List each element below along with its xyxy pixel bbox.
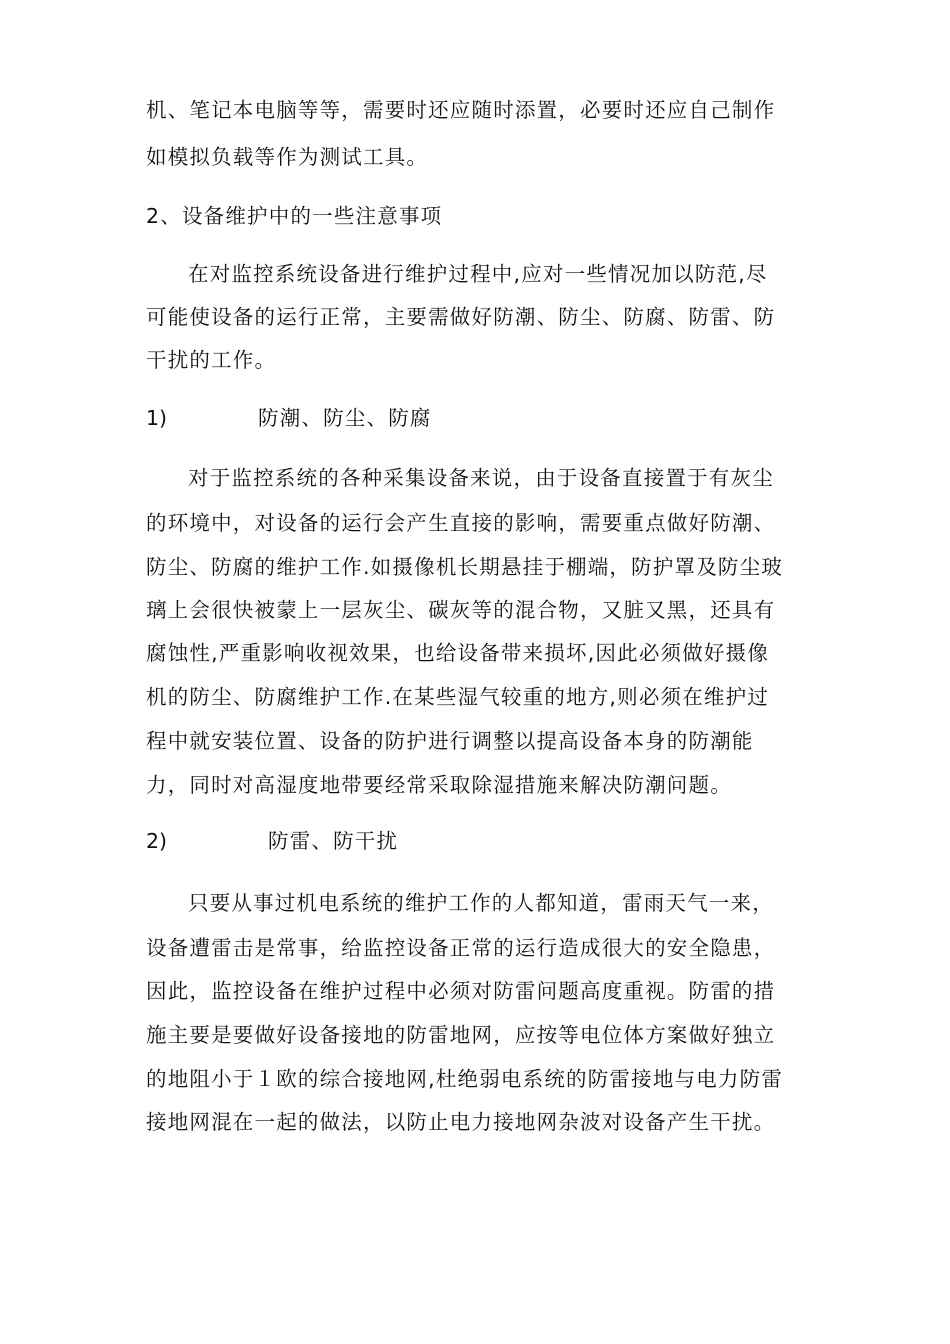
subsection-number: 1): [146, 406, 168, 430]
paragraph-line: 机的防尘、防腐维护工作.在某些湿气较重的地方,则必须在维护过: [146, 685, 770, 709]
subsection-number: 2): [146, 829, 168, 853]
paragraph-line: 防尘、防腐的维护工作.如摄像机长期悬挂于棚端，防护罩及防尘玻: [146, 555, 784, 579]
section-heading: 2、设备维护中的一些注意事项: [146, 204, 443, 228]
paragraph-line: 施主要是要做好设备接地的防雷地网，应按等电位体方案做好独立: [146, 1023, 776, 1047]
paragraph-line: 干扰的工作。: [146, 348, 277, 372]
paragraph-line: 在对监控系统设备进行维护过程中,应对一些情况加以防范,尽: [188, 262, 768, 286]
paragraph-line: 因此，监控设备在维护过程中必须对防雷问题高度重视。防雷的措: [146, 979, 776, 1003]
paragraph-line: 的环境中，对设备的运行会产生直接的影响，需要重点做好防潮、: [146, 511, 776, 535]
paragraph-line: 只要从事过机电系统的维护工作的人都知道，雷雨天气一来，: [188, 891, 774, 915]
paragraph-line: 机、笔记本电脑等等，需要时还应随时添置，必要时还应自己制作: [146, 98, 776, 122]
subsection-title: 防潮、防尘、防腐: [258, 406, 432, 430]
paragraph-line: 如模拟负载等作为测试工具。: [146, 145, 429, 169]
paragraph-line: 可能使设备的运行正常，主要需做好防潮、防尘、防腐、防雷、防: [146, 305, 776, 329]
paragraph-line: 璃上会很快被蒙上一层灰尘、碳灰等的混合物，又脏又黑，还具有: [146, 598, 776, 622]
paragraph-line: 的地阻小于１欧的综合接地网,杜绝弱电系统的防雷接地与电力防雷: [146, 1067, 784, 1091]
paragraph-line: 设备遭雷击是常事，给监控设备正常的运行造成很大的安全隐患，: [146, 936, 776, 960]
paragraph-line: 对于监控系统的各种采集设备来说，由于设备直接置于有灰尘: [188, 466, 774, 490]
paragraph-line: 程中就安装位置、设备的防护进行调整以提高设备本身的防潮能: [146, 729, 754, 753]
subsection-title: 防雷、防干扰: [268, 829, 399, 853]
paragraph-line: 腐蚀性,严重影响收视效果，也给设备带来损坏,因此必须做好摄像: [146, 641, 770, 665]
paragraph-line: 接地网混在一起的做法，以防止电力接地网杂波对设备产生干扰。: [146, 1110, 776, 1134]
paragraph-line: 力，同时对高湿度地带要经常采取除湿措施来解决防潮问题。: [146, 773, 732, 797]
